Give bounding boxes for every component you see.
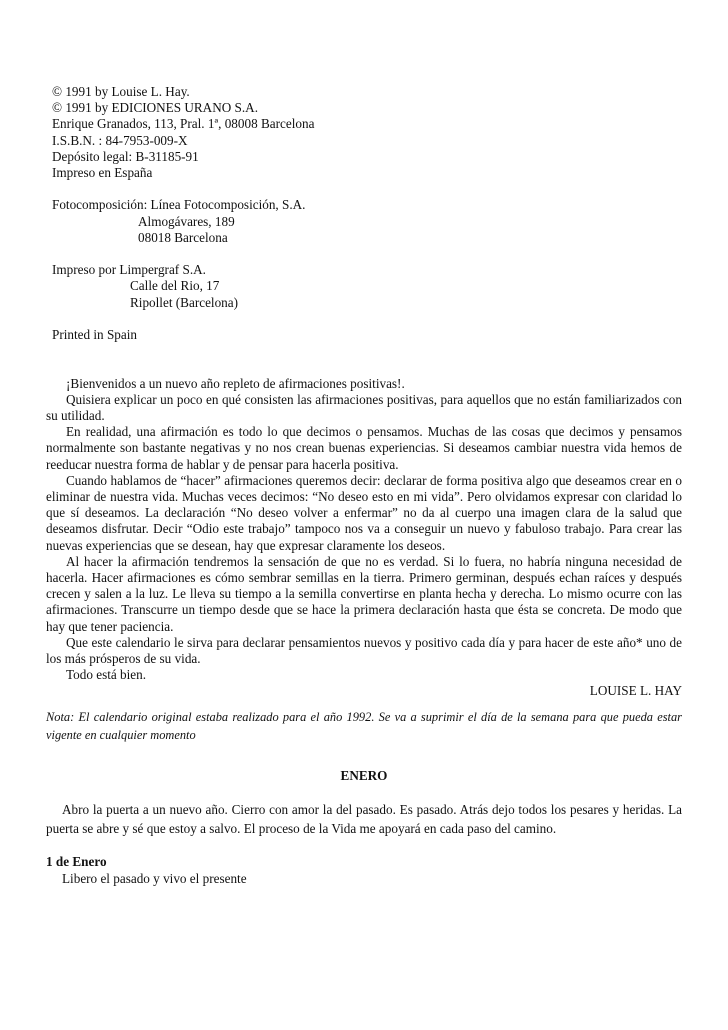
day-title: 1 de Enero: [46, 854, 107, 870]
intro-paragraph: ¡Bienvenidos a un nuevo año repleto de afirmaciones positivas!.: [66, 375, 405, 391]
intro-paragraph: Todo está bien.: [66, 667, 147, 683]
editor-note: Nota: El calendario original estaba realizado para el año 1992. Se va a suprimir el día de la semana para que pueda estar vigente en cualquier momento: [46, 709, 682, 742]
month-title: ENERO: [340, 767, 388, 783]
printer-address-street: Calle del Rio, 17: [130, 278, 220, 294]
typesetting-address-street: Almogávares, 189: [138, 213, 235, 229]
intro-paragraph: En realidad, una afirmación es todo lo que decimos o pensamos. Muchas de las cosas que decimos y pensamos normalmente son bastante negativas y no nos crean buenas experiencias. Si deseamos cambiar nuestra vida hemos de reeducar nuestra forma de hablar y de pensar para hacerla positiva.: [46, 424, 682, 472]
copyright-publisher: © 1991 by EDICIONES URANO S.A.: [52, 100, 259, 116]
intro-paragraph: Al hacer la afirmación tendremos la sensación de que no es verdad. Si lo fuera, no habría ninguna necesidad de hacerla. Hacer afirmaciones es cómo sembrar semillas en la tierra. Primero germinan, después echan raíces y después crecen y salen a la luz. Le lleva su tiempo a la semilla convertirse en planta hecha y derecha. Lo mismo ocurre con las afirmaciones. Transcurre un tiempo desde que se hace la primera declaración hasta que ésta se concreta. De modo que hay que tener paciencia.: [46, 553, 682, 634]
copyright-author: © 1991 by Louise L. Hay.: [52, 84, 190, 99]
intro-paragraph: Quisiera explicar un poco en qué consisten las afirmaciones positivas, para aquellos que no están familiarizados con su utilidad.: [46, 391, 682, 423]
author-signature: LOUISE L. HAY: [589, 683, 682, 699]
typesetting-block: [52, 197, 676, 246]
printer-label: Impreso por Limpergraf S.A.: [52, 262, 206, 278]
intro-section: [46, 376, 682, 887]
month-intro: Abro la puerta a un nuevo año. Cierro con amor la del pasado. Es pasado. Atrás dejo todos los pesares y heridas. La puerta se abre y sé que estoy a salvo. El proceso de la Vida me apoyará en cada paso del camino.: [46, 802, 682, 837]
printed-country: Impreso en España: [52, 165, 153, 181]
printer-block: [52, 262, 676, 311]
day-affirmation: Libero el pasado y vivo el presente: [62, 870, 247, 886]
isbn: I.S.B.N. : 84-7953-009-X: [52, 132, 188, 148]
intro-paragraph: Que este calendario le sirva para declarar pensamientos nuevos y positivo cada día y para hacer de este año* uno de los más prósperos de su vida.: [46, 634, 682, 667]
publisher-address: Enrique Granados, 113, Pral. 1ª, 08008 Barcelona: [52, 116, 315, 132]
document-page: [46, 84, 682, 887]
printer-address-city: Ripollet (Barcelona): [130, 294, 239, 310]
copyright-block: [52, 84, 676, 181]
printed-in-spain: Printed in Spain: [52, 327, 137, 342]
intro-paragraph: Cuando hablamos de “hacer” afirmaciones queremos decir: declarar de forma positiva algo que deseamos crear en o eliminar de nuestra vida. Muchas veces decimos: “No deseo esto en mi vida”. Pero olvidamos expresar con claridad lo que sí deseamos. La declaración “No deseo volver a enfermar” no da al cuerpo una imagen clara de la salud que deseamos disfrutar. Decir “Odio este trabajo” tampoco nos va a conseguir un nuevo y fabuloso trabajo. Para crear las nuevas experiencias que se desean, hay que expresar claramente los deseos.: [46, 472, 682, 553]
typesetting-label: Fotocomposición: Línea Fotocomposición, S.A.: [52, 197, 306, 213]
legal-deposit: Depósito legal: B-31185-91: [52, 148, 199, 164]
typesetting-address-city: 08018 Barcelona: [138, 229, 228, 245]
